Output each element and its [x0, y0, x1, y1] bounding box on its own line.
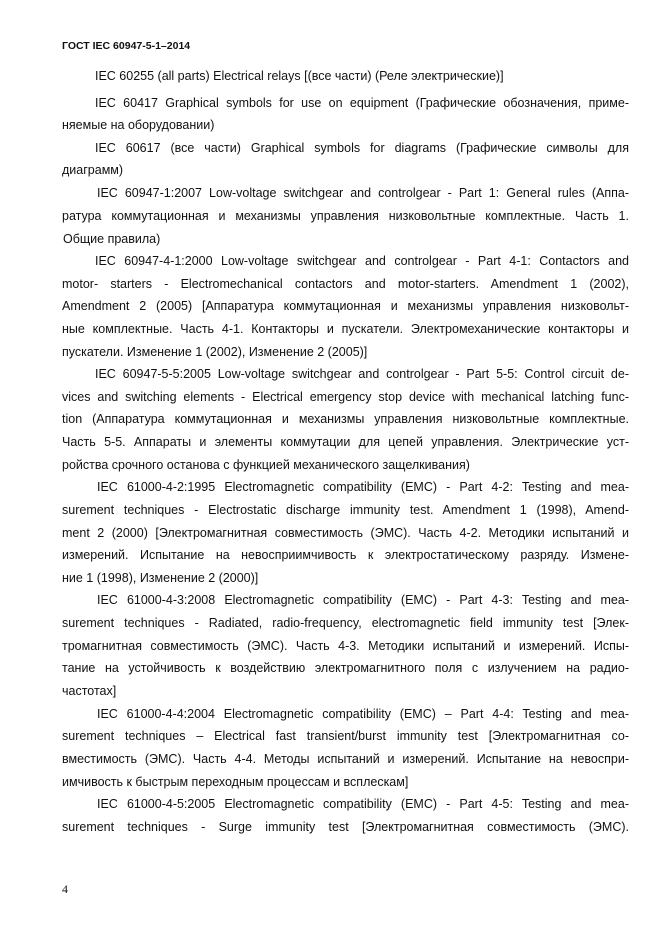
text-line: IEC 61000-4-2:1995 Electromagnetic compatibility (EMC) - Part 4-2: Testing and mea- — [97, 480, 629, 494]
text-line: вместимость (ЭМС). Часть 4-4. Методы испытаний и измерений. Испытание на невоспри- — [62, 752, 629, 766]
text-line: IEC 61000-4-4:2004 Electromagnetic compatibility (EMC) – Part 4-4: Testing and mea- — [97, 707, 629, 721]
text-line: имчивость к быстрым переходным процессам и всплескам] — [62, 775, 409, 789]
text-line: motor- starters - Electromechanical contactors and motor-starters. Amendment 1 (2002), — [62, 277, 629, 291]
text-line: IEC 60417 Graphical symbols for use on equipment (Графические обозначения, приме- — [95, 96, 629, 110]
text-line: IEC 60947-1:2007 Low-voltage switchgear and controlgear - Part 1: General rules (Аппа- — [97, 186, 629, 200]
text-line: диаграмм) — [62, 163, 124, 177]
text-line: тромагнитная совместимость (ЭМС). Часть 4-3. Методики испытаний и измерений. Испы- — [62, 639, 629, 653]
text-line: ние 1 (1998), Изменение 2 (2000)] — [62, 571, 259, 585]
text-line: ные комплектные. Часть 4-1. Контакторы и пускатели. Электромеханические контакторы и — [62, 322, 629, 336]
text-line: surement techniques - Radiated, radio-frequency, electromagnetic field immunity test [Элек- — [62, 616, 629, 630]
text-line: IEC 61000-4-5:2005 Electromagnetic compatibility (EMC) - Part 4-5: Testing and mea- — [97, 797, 629, 811]
text-line: vices and switching elements - Electrical emergency stop device with mechanical latching func- — [62, 390, 629, 404]
text-line: surement techniques - Electrostatic discharge immunity test. Amendment 1 (1998), Amend- — [62, 503, 629, 517]
text-line: IEC 60255 (all parts) Electrical relays [(все части) (Реле электрические)] — [95, 69, 504, 83]
text-line: ройства срочного останова с функцией механического защелкивания) — [62, 458, 470, 472]
text-line: частотах] — [62, 684, 117, 698]
text-line: ment 2 (2000) [Электромагнитная совместимость (ЭМС). Часть 4-2. Методики испытаний и — [62, 526, 629, 540]
text-line: няемые на оборудовании) — [62, 118, 215, 132]
text-line: IEC 60617 (все части) Graphical symbols for diagrams (Графические символы для — [95, 141, 629, 155]
text-line: Общие правила) — [63, 232, 161, 246]
text-line: IEC 60947-5-5:2005 Low-voltage switchgear and controlgear - Part 5-5: Control circuit de- — [95, 367, 629, 381]
page-number: 4 — [62, 882, 68, 896]
text-line: surement techniques - Surge immunity test [Электромагнитная совместимость (ЭМС). — [62, 820, 629, 834]
text-line: Часть 5-5. Аппараты и элементы коммутации для цепей управления. Электрические уст- — [62, 435, 629, 449]
text-line: tion (Аппаратура коммутационная и механизмы управления низковольтные комплектные. — [62, 412, 629, 426]
text-line: Amendment 2 (2005) [Аппаратура коммутационная и механизмы управления низковольт- — [62, 299, 629, 313]
standard-header: ГОСТ IEC 60947-5-1–2014 — [62, 40, 191, 52]
text-line: ратура коммутационная и механизмы управления низковольтные комплектные. Часть 1. — [62, 209, 629, 223]
text-line: IEC 61000-4-3:2008 Electromagnetic compatibility (EMC) - Part 4-3: Testing and mea- — [97, 593, 629, 607]
text-line: тание на устойчивость к воздействию электромагнитного поля с излучением на радио- — [62, 661, 629, 675]
text-line: IEC 60947-4-1:2000 Low-voltage switchgear and controlgear - Part 4-1: Contactors and — [95, 254, 629, 268]
text-line: пускатели. Изменение 1 (2002), Изменение 2 (2005)] — [62, 345, 368, 359]
text-line: surement techniques – Electrical fast transient/burst immunity test [Электромагнитная со- — [62, 729, 629, 743]
text-line: измерений. Испытание на невосприимчивость к электростатическому разряду. Измене- — [62, 548, 629, 562]
